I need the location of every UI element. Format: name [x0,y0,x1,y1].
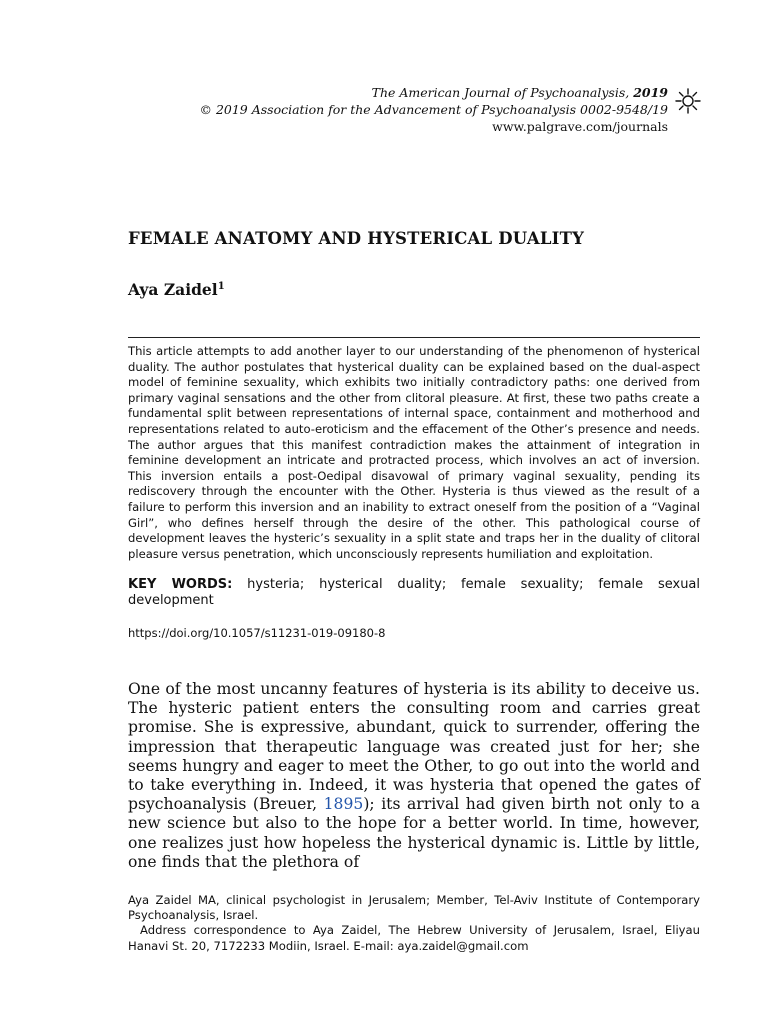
keywords-text: hysteria; hysterical duality; female sexuality; female sexual development [128,577,701,608]
journal-url[interactable]: www.palgrave.com/journals [492,119,668,134]
author-name: Aya Zaidel [128,280,218,299]
journal-year: 2019 [633,85,668,100]
journal-name: The American Journal of Psychoanalysis, [371,85,630,100]
publisher-logo-icon [675,88,701,114]
copyright-line: © 2019 Association for the Advancement of Psychoanalysis 0002-9548/19 [199,102,668,117]
footnote-affiliation: Aya Zaidel MA, clinical psychologist in Jerusalem; Member, Tel-Aviv Institute of Contemporary Psychoanalysis, Israel. [128,893,700,923]
body-text-part1: One of the most uncanny features of hysteria is its ability to deceive us. The hysteric patient enters the consulting room and carries great promise. She is expressive, abundant, quick to surrender, offering the impression that therapeutic language was created just for her; she seems hungry and eager to meet the Other, to go out into the world and to take everything in. Indeed, it was hysteria that opened the gates of psychoanalysis (Breuer, [128,680,700,814]
keywords-label: KEY WORDS: [128,577,233,592]
doi-link[interactable]: https://doi.org/10.1057/s11231-019-09180-8 [128,626,386,640]
journal-header [199,84,668,135]
body-paragraph [128,680,700,872]
author-footnote-marker[interactable]: 1 [217,280,225,292]
abstract: This article attempts to add another layer to our understanding of the phenomenon of hysterical duality. The author postulates that hysterical duality can be explained based on the dual-aspect model of feminine sexuality, which exhibits two initially contradictory paths: one derived from primary vaginal sensations and the other from clitoral pleasure. At first, these two paths create a fundamental split between representations of internal space, containment and motherhood and representations related to auto-eroticism and the effacement of the Other’s presence and needs. The author argues that this manifest contradiction makes the attainment of integration in feminine development an intricate and protracted process, which involves an act of inversion. This inversion entails a post-Oedipal disavowal of primary vaginal sexuality, pending its rediscovery through the encounter with the Other. Hysteria is thus viewed as the result of a failure to perform this inversion and an inability to extract oneself from the position of a “Vaginal Girl”, who defines herself through the desire of the other. This pathological course of development leaves the hysteric’s sexuality in a split state and traps her in the duality of clitoral pleasure versus penetration, which unconsciously represents humiliation and exploitation. [128,344,700,561]
keywords [128,577,700,609]
article-author [128,280,225,299]
article-title: FEMALE ANATOMY AND HYSTERICAL DUALITY [128,229,585,248]
footnote-correspondence: Address correspondence to Aya Zaidel, The Hebrew University of Jerusalem, Israel, Eliyau Hanavi St. 20, 7172233 Modiin, Israel. E-mail: aya.zaidel@gmail.com [128,923,700,953]
citation-link[interactable]: 1895 [323,795,364,814]
journal-citation [199,84,668,101]
footnote [128,893,700,954]
abstract-top-rule [128,337,700,338]
body-text-part2: ); its arrival had given birth not only to a new science but also to the hope for a better world. In time, however, one realizes just how hopeless the hysterical dynamic is. Little by little, one finds that the plethora of [128,795,700,871]
